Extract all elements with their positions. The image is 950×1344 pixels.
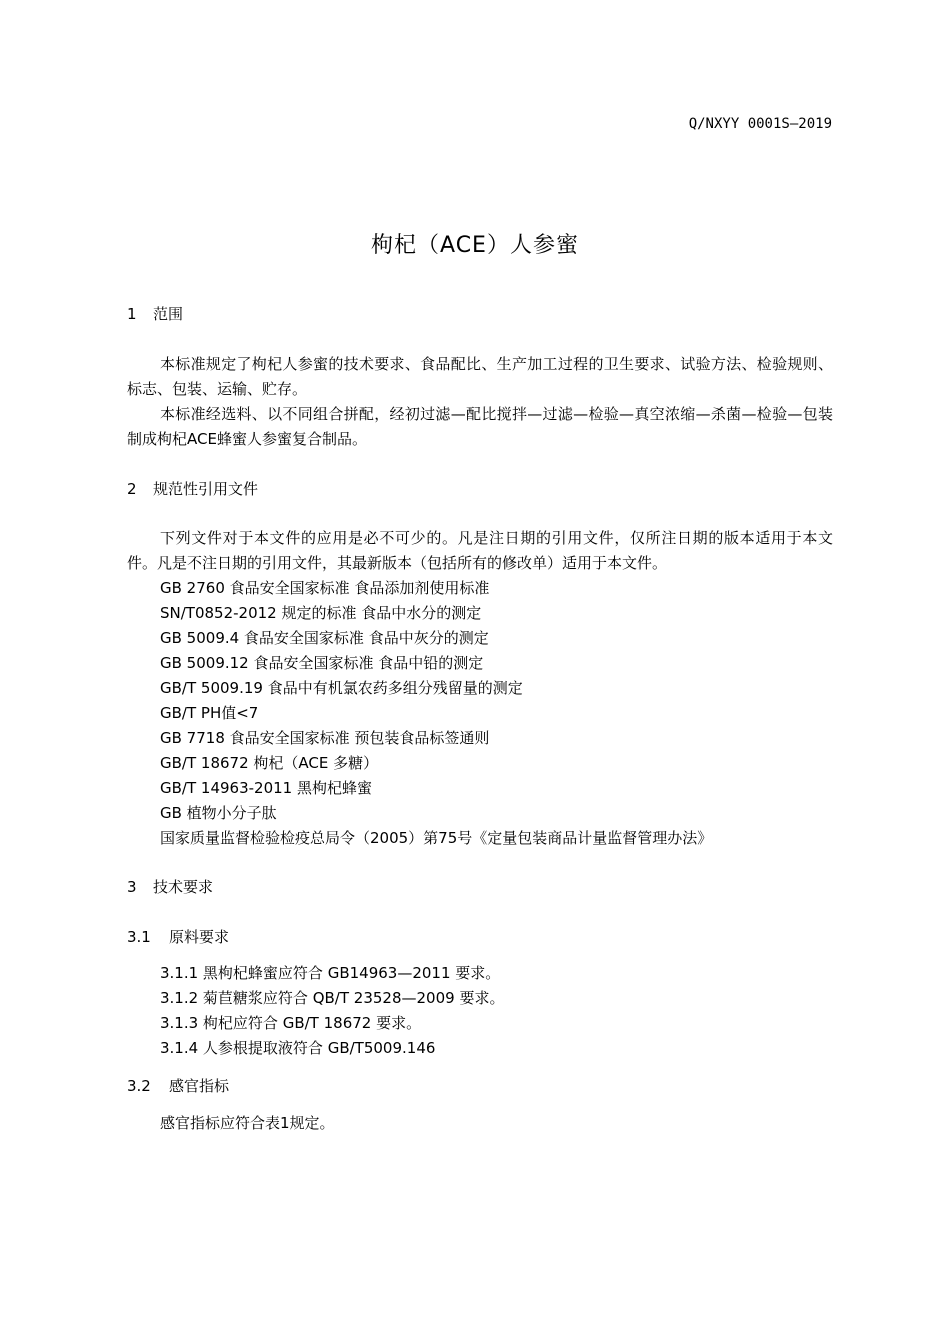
section-title: 原料要求 (169, 928, 230, 946)
list-item: 3.1.1 黑枸杞蜂蜜应符合 GB14963—2011 要求。 (160, 964, 501, 982)
section-title: 感官指标 (169, 1077, 230, 1095)
document-code: Q/NXYY 0001S—2019 (688, 116, 832, 132)
section-number: 1 (127, 305, 137, 323)
section-3-2-body (160, 1111, 840, 1136)
section-title: 技术要求 (153, 878, 214, 896)
list-item: 国家质量监督检验检疫总局令（2005）第75号《定量包装商品计量监督管理办法》 (160, 829, 713, 847)
list-item: 3.1.3 枸杞应符合 GB/T 18672 要求。 (160, 1014, 422, 1032)
section-number: 3 (127, 878, 137, 896)
document-title: 枸杞（ACE）人参蜜 (371, 233, 579, 258)
list-item: 3.1.4 人参根提取液符合 GB/T5009.146 (160, 1039, 436, 1057)
list-item: GB 植物小分子肽 (160, 804, 277, 822)
section-2-intro (127, 526, 833, 576)
list-item: GB 7718 食品安全国家标准 预包装食品标签通则 (160, 729, 490, 747)
list-item: 3.1.2 菊苣糖浆应符合 QB/T 23528—2009 要求。 (160, 989, 505, 1007)
section-2-heading (127, 478, 258, 500)
raw-material-list (160, 961, 840, 1061)
list-item: GB 5009.12 食品安全国家标准 食品中铅的测定 (160, 654, 484, 672)
section-number: 3.1 (127, 928, 151, 946)
section-3-2-heading (127, 1075, 229, 1097)
list-item: GB/T 14963-2011 黑枸杞蜂蜜 (160, 779, 372, 797)
list-item: GB/T 18672 枸杞（ACE 多糖） (160, 754, 379, 772)
section-1-body (127, 352, 833, 452)
section-1-heading (127, 303, 183, 325)
list-item: SN/T0852-2012 规定的标准 食品中水分的测定 (160, 604, 482, 622)
list-item: GB 5009.4 食品安全国家标准 食品中灰分的测定 (160, 629, 489, 647)
paragraph: 本标准规定了枸杞人参蜜的技术要求、食品配比、生产加工过程的卫生要求、试验方法、检验规则、标志、包装、运输、贮存。 (127, 355, 833, 398)
paragraph: 感官指标应符合表1规定。 (160, 1114, 335, 1132)
list-item: GB/T PH值<7 (160, 704, 259, 722)
section-title: 范围 (153, 305, 184, 323)
section-title: 规范性引用文件 (153, 480, 259, 498)
list-item: GB/T 5009.19 食品中有机氯农药多组分残留量的测定 (160, 679, 523, 697)
section-number: 3.2 (127, 1077, 151, 1095)
reference-list (160, 576, 840, 851)
section-number: 2 (127, 480, 137, 498)
list-item: GB 2760 食品安全国家标准 食品添加剂使用标准 (160, 579, 490, 597)
paragraph: 下列文件对于本文件的应用是必不可少的。凡是注日期的引用文件，仅所注日期的版本适用于本文件。凡是不注日期的引用文件，其最新版本（包括所有的修改单）适用于本文件。 (127, 529, 833, 572)
section-3-1-heading (127, 926, 229, 948)
section-3-heading (127, 876, 213, 898)
paragraph: 本标准经选料、以不同组合拼配，经初过滤—配比搅拌—过滤—检验—真空浓缩—杀菌—检验—包装制成枸杞ACE蜂蜜人参蜜复合制品。 (127, 405, 833, 448)
